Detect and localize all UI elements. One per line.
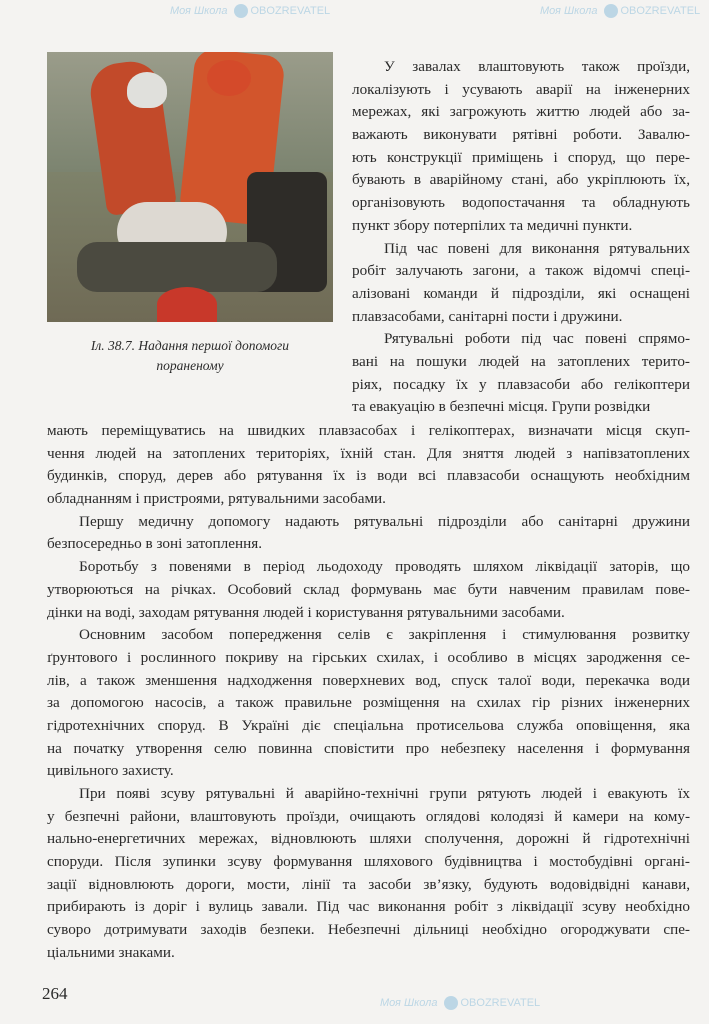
text-line: плавзасобами, санітарні пости і дружини. [352,307,623,325]
text-line: бувають в аварійному стані, або укріплюють їх, [352,171,690,189]
paragraph [47,556,690,624]
text-line: будинків, споруд, дерев або рятування їх із води всі плавзасоби оснащують необхідним [47,467,690,485]
text-line: чення людей на затоплених територіях, їхній стан. Для зняття людей з напівзатоплених [47,444,690,462]
figure-photo-first-aid [47,52,333,322]
text-line: Першу медичну допомогу надають рятувальні підрозділи або санітарні дружини [79,512,690,530]
text-line: При появі зсуву рятувальні й аварійно-технічні групи рятують людей і евакують їх [79,785,690,802]
text-line: утворюються на річках. Особовий склад формувань має бути навченим правилам пове- [47,580,690,598]
paragraph [352,238,690,329]
text-line: мають переміщуватись на швидких плавзасобах і гелікоптерах, визначати місця скуп- [47,422,690,439]
text-line: робіт залучають загони, а також відомчі спеці- [352,262,690,280]
watermark: Моя Школа OBOZREVATEL [540,4,701,17]
text-line: ріях, посадку їх у плавзасоби або гелікоптери [352,375,690,393]
text-line: гідротехнічних споруд. В Україні діє спеціальна протисельова служба оповіщення, яка [47,716,690,734]
text-line: вані на пошуки людей на затоплених терито- [352,352,690,370]
text-line: нально-енергетичних мережах, відновлюють шляхи сполучення, дорожні й гідротехнічні [47,830,690,848]
text-line: суворо дотримувати заходів безпеки. Небезпечні дільниці необхідно огороджувати спе- [47,921,690,939]
watermark: Моя Школа OBOZREVATEL [170,4,331,17]
text-line: обладнанням і пристроями, рятувальними засобами. [47,490,386,508]
text-line: організовують водопостачання та обладнують [352,194,690,212]
paragraph [352,56,690,238]
text-line: Під час повені для виконання рятувальних [384,239,690,257]
paragraph [352,328,690,419]
caption-line: Іл. 38.7. Надання першої допомоги [90,338,290,353]
text-line: Основним засобом попередження селів є закріплення і стимулювання розвитку [79,626,690,644]
text-line: споруди. Після зупинки зсуву формування шляхового будівництва і мостобудівні органі- [47,853,690,871]
text-line: Боротьбу з повенями в період льодоходу проводять шляхом ліквідації заторів, що [79,558,690,576]
text-line: пункт збору потерпілих та медичні пункти. [352,216,633,234]
caption-line: пораненому [156,358,224,373]
text-line: мережах, які загрожують життю людей або за- [352,103,690,121]
text-line: та евакуацію в безпечні місця. Групи розвідки [352,398,651,416]
watermark: Моя Школа OBOZREVATEL [380,996,541,1009]
paragraph [47,511,690,556]
text-line: алізовані команди й підрозділи, які оснащені [352,284,690,302]
body-text [47,420,690,965]
text-line: дінки на воді, заходам рятування людей і користування рятувальними засобами. [47,603,565,621]
text-line: безпосередньо в зоні затоплення. [47,535,263,553]
text-line: Рятувальні роботи під час повені спрямо- [384,330,690,348]
text-line: на початку утворення селю повинна сповістити про небезпеку населення і формування [47,739,690,757]
figure-caption [47,336,333,376]
paragraph [47,420,690,511]
page-number: 264 [42,984,68,1003]
text-line: ють конструкції приміщень і споруд, що пере- [352,148,690,166]
text-line: важають виконувати рятівні роботи. Завалю- [352,126,690,144]
text-line: прибирають із доріг і вулиць завали. Під час виконання робіт з ліквідації зсуву необхідно [47,898,690,916]
text-line: У завалах влаштовують також проїзди, [384,58,690,75]
paragraph [47,783,690,965]
paragraph [47,624,690,783]
text-line: ціальними знаками. [47,943,175,961]
text-line: локалізують і усувають аварії на інженерних [352,80,690,98]
text-line: ґрунтового і рослинного покриву на гірських схилах, і особливо в місцях зародження се- [47,648,690,666]
text-line: зації відновлюють дороги, мости, лінії та засоби зв’язку, будують водовідвідні канави, [47,875,690,893]
text-line: цивільного захисту. [47,762,174,780]
text-line: лів, а також зменшення надходження поверхневих вод, спуск талої води, перекачка води [47,671,690,689]
right-column-text [352,56,690,419]
text-line: за допомогою насосів, а також правильне розміщення на схилах гір різних інженерних [47,694,690,712]
text-line: у безпечні райони, влаштовують проїзди, очищають оглядові колодязі й камери на кому- [47,807,690,825]
